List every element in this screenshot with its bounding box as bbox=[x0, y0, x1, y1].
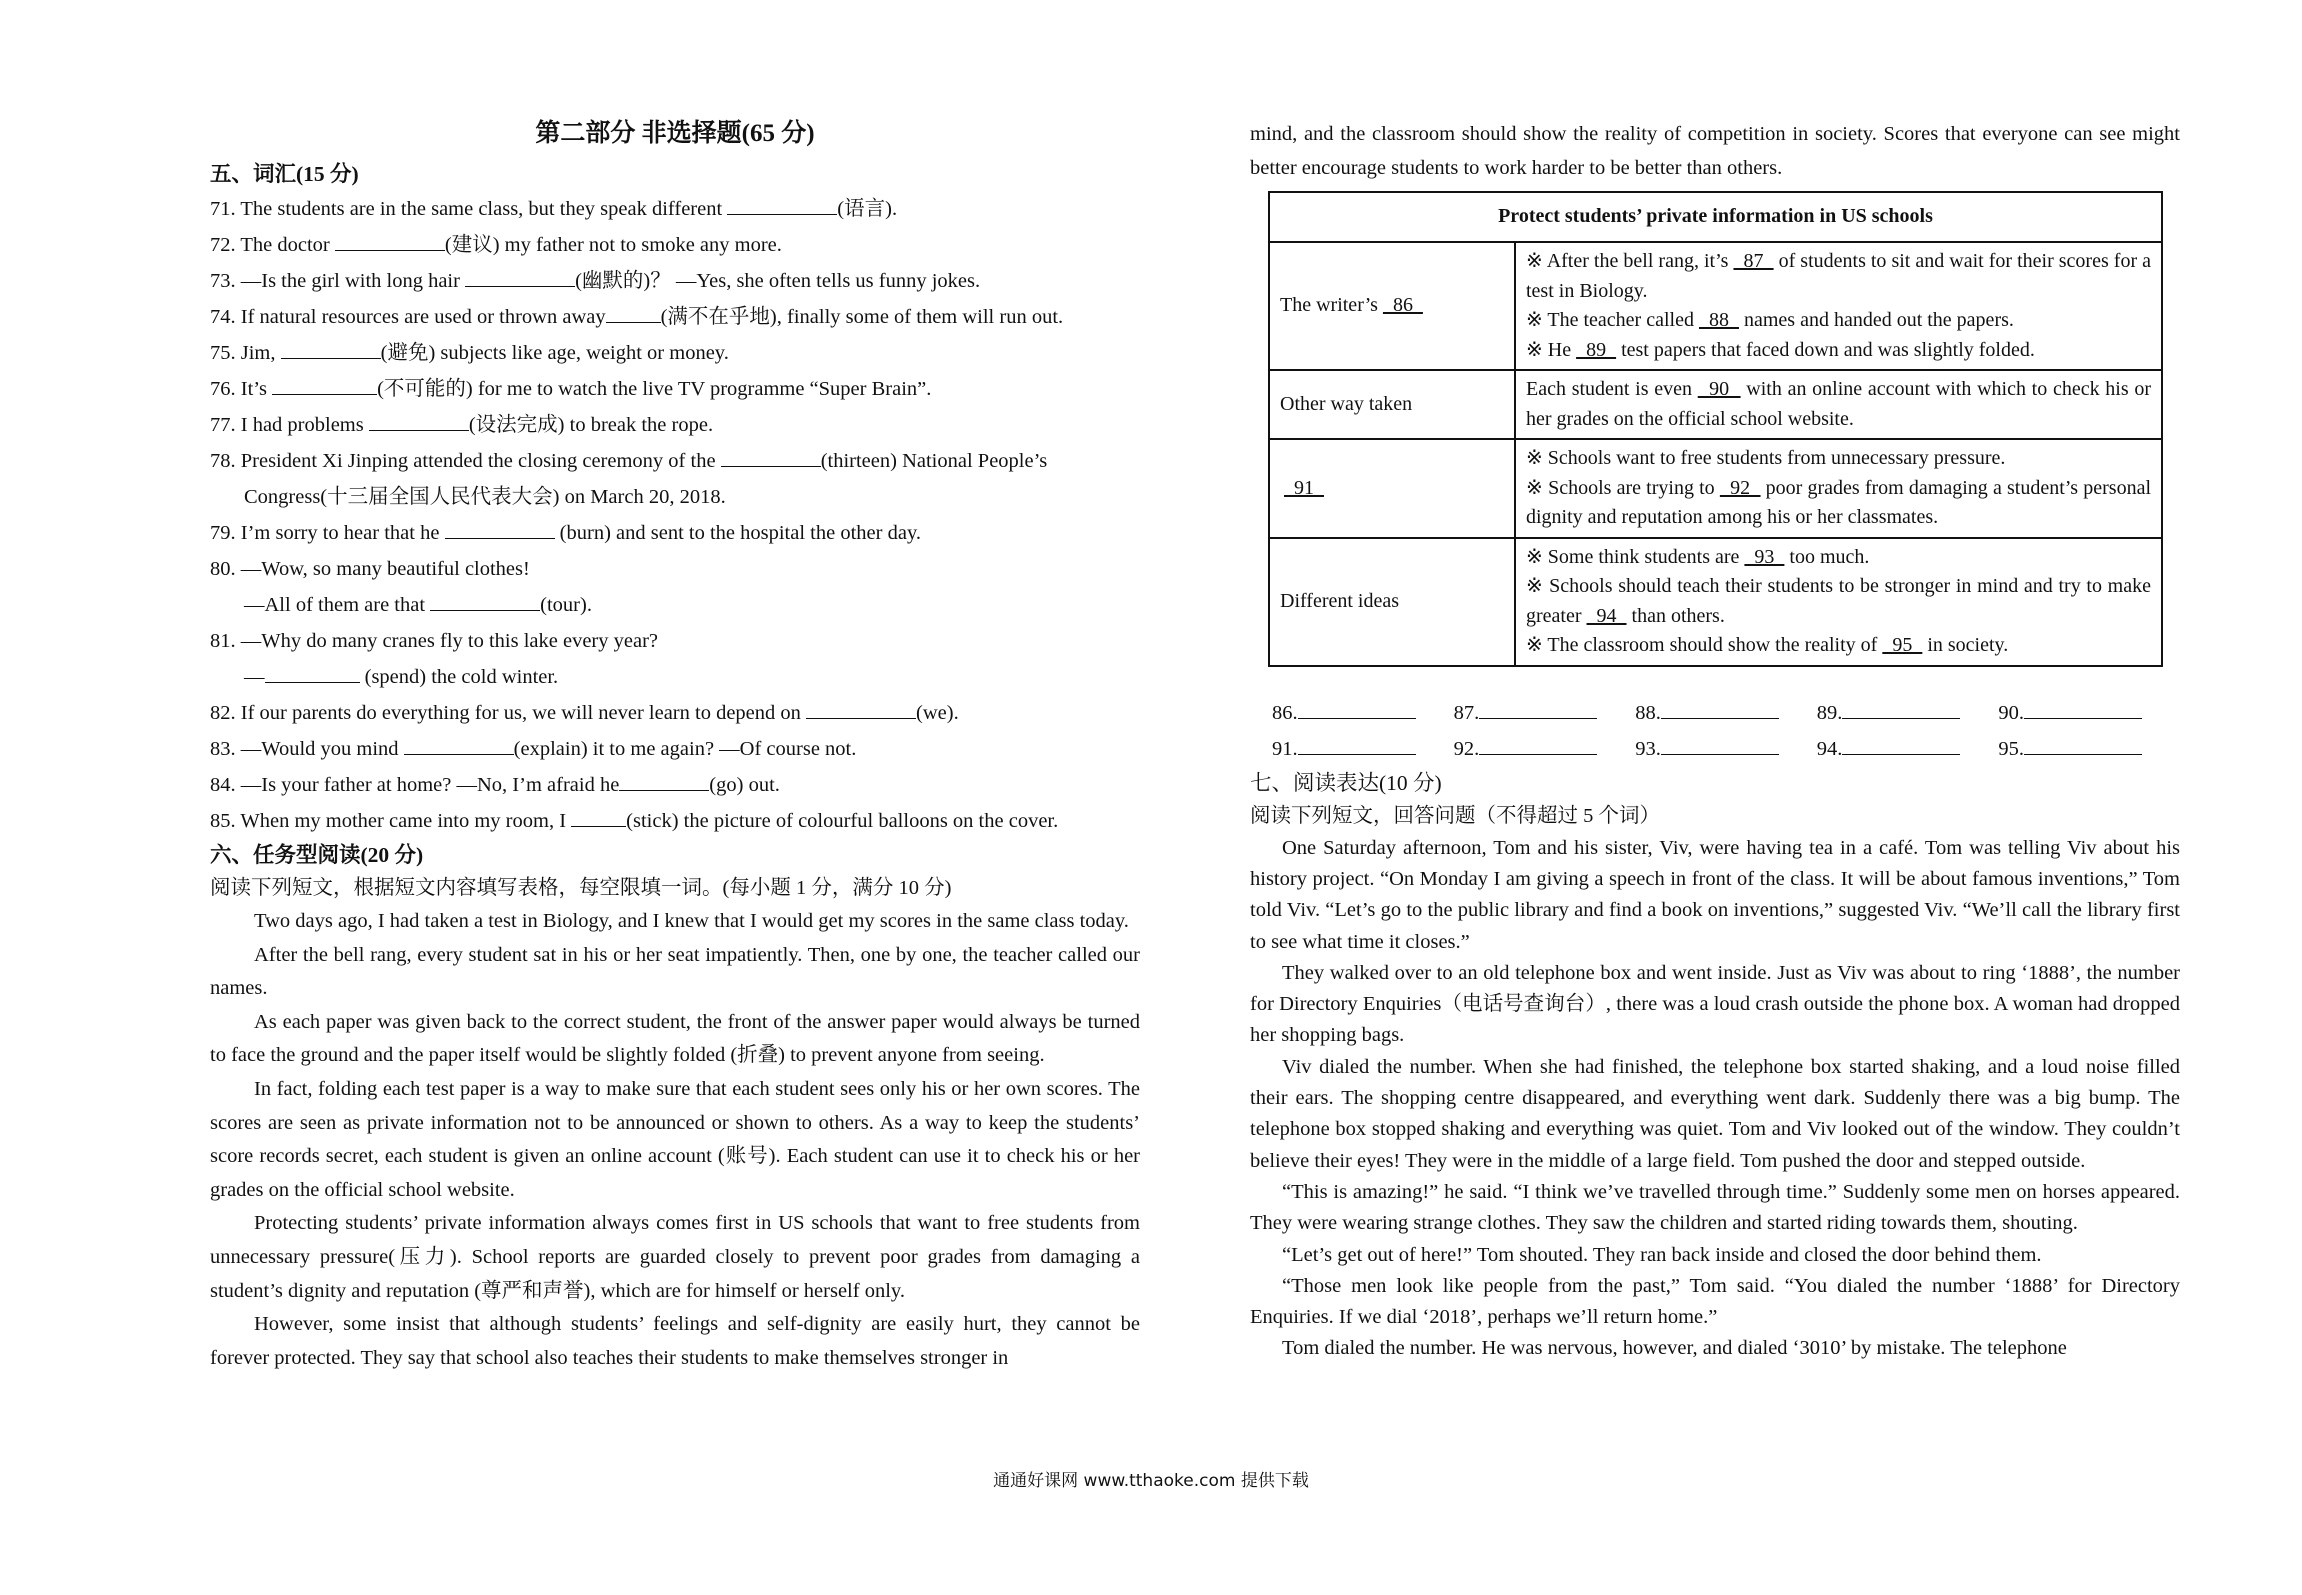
task-table-row bbox=[1269, 242, 2162, 370]
left-column bbox=[210, 118, 1140, 1375]
paragraph: They walked over to an old telephone box and went inside. Just as Viv was about to ring ‘1888’, the number for Directory Enquiries（电话号查询台）, there was a loud crash outside the phone box. A woman had dropped her shopping bags. bbox=[1250, 961, 2180, 1047]
answer-blank[interactable] bbox=[2024, 736, 2142, 755]
row-label: The writer’s 86 bbox=[1269, 242, 1515, 370]
answer-blank[interactable] bbox=[369, 412, 469, 431]
answer-blank[interactable] bbox=[265, 664, 360, 683]
answer-item: 92. bbox=[1454, 731, 1636, 767]
task-reading-heading: 六、任务型阅读(20 分) bbox=[210, 843, 424, 867]
task-table bbox=[1268, 191, 2163, 667]
vocab-item: 73. —Is the girl with long hair (幽默的)？ —Yes, she often tells us funny jokes. bbox=[210, 270, 981, 292]
answer-item: 87. bbox=[1454, 695, 1636, 731]
paragraph: However, some insist that although students’ feelings and self-dignity are easily hurt, they cannot be forever protected. They say that school also teaches their students to make themselves stronger in bbox=[210, 1313, 1140, 1369]
answer-item: 88. bbox=[1635, 695, 1817, 731]
vocab-item: 72. The doctor (建议) my father not to smoke any more. bbox=[210, 234, 782, 256]
answer-item: 95. bbox=[1998, 731, 2180, 767]
task-table-row bbox=[1269, 538, 2162, 666]
answer-blanks bbox=[1272, 695, 2180, 767]
answer-row bbox=[1272, 731, 2180, 767]
paragraph: In fact, folding each test paper is a way to make sure that each student sees only his or her own scores. The scores are seen as private information not to be announced or shown to others. As a way to keep the students’ score records secret, each student is given an online account (账号). Each student can use it to check his or her grades on the official school website. bbox=[210, 1077, 1140, 1201]
task-reading-passage bbox=[210, 905, 1140, 1375]
paragraph: “This is amazing!” he said. “I think we’ve travelled through time.” Suddenly some men on horses appeared. They were wearing strange clothes. They saw the children and started riding towards them, shouting. bbox=[1250, 1180, 2180, 1235]
answer-blank[interactable] bbox=[335, 232, 445, 251]
gap-number: 90 bbox=[1697, 378, 1741, 401]
vocab-item: 76. It’s (不可能的) for me to watch the live TV programme “Super Brain”. bbox=[210, 378, 932, 400]
paragraph: “Those men look like people from the past,” Tom said. “You dialed the number ‘1888’ for Directory Enquiries. If we dial ‘2018’, perhaps we’ll return home.” bbox=[1250, 1274, 2180, 1329]
gap-number: 92 bbox=[1719, 476, 1761, 499]
answer-blank[interactable] bbox=[721, 448, 821, 467]
row-content: ※ Schools want to free students from unnecessary pressure. ※ Schools are trying to 92 poor grades from damaging a student’s personal dignity and reputation among his or her classmates. bbox=[1515, 439, 2162, 538]
gap-number: 93 bbox=[1744, 545, 1785, 568]
answer-blank[interactable] bbox=[727, 196, 837, 215]
row-label: Other way taken bbox=[1269, 370, 1515, 439]
reading-expression-instruction: 阅读下列短文，回答问题（不得超过 5 个词） bbox=[1250, 804, 1660, 827]
answer-item: 93. bbox=[1635, 731, 1817, 767]
row-content: ※ After the bell rang, it’s 87 of students to sit and wait for their scores for a test in Biology. ※ The teacher called 88 names and handed out the papers. ※ He 89 test papers that faced down and was slightly folded. bbox=[1515, 242, 2162, 370]
answer-blank[interactable] bbox=[619, 772, 709, 791]
gap-number: 95 bbox=[1882, 634, 1923, 657]
task-table-row bbox=[1269, 439, 2162, 538]
answer-blank[interactable] bbox=[1298, 700, 1416, 719]
answer-blank[interactable] bbox=[1661, 736, 1779, 755]
vocab-item: 83. —Would you mind (explain) it to me again? —Of course not. bbox=[210, 738, 857, 760]
row-content: Each student is even 90 with an online account with which to check his or her grades on the official school website. bbox=[1515, 370, 2162, 439]
paragraph: After the bell rang, every student sat in his or her seat impatiently. Then, one by one, the teacher called our names. bbox=[210, 943, 1140, 1000]
vocab-item: — (spend) the cold winter. bbox=[244, 666, 559, 688]
gap-number: 89 bbox=[1576, 338, 1617, 361]
right-column bbox=[1250, 118, 2180, 1365]
answer-blank[interactable] bbox=[1298, 736, 1416, 755]
footer: 通通好课网 www.tthaoke.com 提供下载 bbox=[993, 1471, 1309, 1491]
answer-item: 94. bbox=[1817, 731, 1999, 767]
vocab-item: 81. —Why do many cranes fly to this lake every year? bbox=[210, 630, 658, 652]
answer-blank[interactable] bbox=[1842, 736, 1960, 755]
vocab-item: 78. President Xi Jinping attended the closing ceremony of the (thirteen) National People’s bbox=[210, 450, 1048, 472]
task-table-row bbox=[1269, 370, 2162, 439]
answer-blank[interactable] bbox=[404, 736, 514, 755]
answer-item: 89. bbox=[1817, 695, 1999, 731]
gap-number: 91 bbox=[1284, 476, 1324, 499]
vocab-item: —All of them are that (tour). bbox=[244, 594, 592, 616]
paragraph: “Let’s get out of here!” Tom shouted. They ran back inside and closed the door behind them. bbox=[1282, 1243, 2042, 1266]
gap-number: 87 bbox=[1733, 250, 1774, 273]
answer-blank[interactable] bbox=[806, 700, 916, 719]
vocab-item: 75. Jim, (避免) subjects like age, weight or money. bbox=[210, 342, 729, 364]
answer-blank[interactable] bbox=[1479, 736, 1597, 755]
gap-number: 88 bbox=[1698, 309, 1739, 332]
row-label bbox=[1269, 439, 1515, 538]
task-reading-instruction: 阅读下列短文，根据短文内容填写表格，每空限填一词。(每小题 1 分，满分 10 分) bbox=[210, 877, 952, 899]
paragraph: One Saturday afternoon, Tom and his sister, Viv, were having tea in a café. Tom was telling Viv about his history project. “On Monday I am giving a speech in front of the class. It will be about famous inventions,” Tom told Viv. “Let’s go to the public library and find a book on inventions,” suggested Viv. “We’ll call the library first to see what time it closes.” bbox=[1250, 836, 2180, 953]
row-label: Different ideas bbox=[1269, 538, 1515, 666]
answer-blank[interactable] bbox=[430, 592, 540, 611]
answer-blank[interactable] bbox=[1479, 700, 1597, 719]
vocab-item: 79. I’m sorry to hear that he (burn) and sent to the hospital the other day. bbox=[210, 522, 921, 544]
story-passage bbox=[1250, 833, 2180, 1365]
answer-item: 86. bbox=[1272, 695, 1454, 731]
gap-number: 94 bbox=[1586, 604, 1627, 627]
paragraph: As each paper was given back to the correct student, the front of the answer paper would always be turned to face the ground and the paper itself would be slightly folded (折叠) to prevent anyone from seeing. bbox=[210, 1010, 1140, 1067]
reading-expression-heading: 七、阅读表达(10 分) bbox=[1250, 770, 1442, 795]
answer-blank[interactable] bbox=[2024, 700, 2142, 719]
vocab-list bbox=[210, 191, 1140, 839]
vocab-item: 80. —Wow, so many beautiful clothes! bbox=[210, 558, 530, 580]
answer-blank[interactable] bbox=[606, 304, 661, 323]
part-title: 第二部分 非选择题(65 分) bbox=[535, 120, 815, 147]
task-table-title: Protect students’ private information in US schools bbox=[1269, 192, 2162, 242]
vocab-item: 74. If natural resources are used or thrown away (满不在乎地), finally some of them will run out. bbox=[210, 306, 1064, 328]
answer-item: 91. bbox=[1272, 731, 1454, 767]
vocab-item: 82. If our parents do everything for us, we will never learn to depend on (we). bbox=[210, 702, 959, 724]
answer-blank[interactable] bbox=[1661, 700, 1779, 719]
gap-number: 86 bbox=[1382, 294, 1423, 317]
paragraph: Viv dialed the number. When she had finished, the telephone box started shaking, and a loud noise filled their ears. The shopping centre disappeared, and everything went dark. Suddenly there was a big bump. The telephone box stopped shaking and everything was quiet. Tom and Viv looked out of the window. They couldn’t believe their eyes! They were in the middle of a large field. Tom pushed the door and stepped outside. bbox=[1250, 1055, 2180, 1172]
vocab-item: 71. The students are in the same class, but they speak different (语言). bbox=[210, 198, 898, 220]
answer-blank[interactable] bbox=[571, 808, 626, 827]
vocab-item: 77. I had problems (设法完成) to break the rope. bbox=[210, 414, 714, 436]
paragraph: Protecting students’ private information always comes first in US schools that want to free students from unnecessary pressure(压力). School reports are guarded closely to prevent poor grades from damaging a student’s dignity and reputation (尊严和声誉), which are for himself or herself only. bbox=[210, 1212, 1140, 1302]
answer-blank[interactable] bbox=[465, 268, 575, 287]
vocab-item: 85. When my mother came into my room, I (stick) the picture of colourful balloons on the cover. bbox=[210, 810, 1059, 832]
answer-blank[interactable] bbox=[1842, 700, 1960, 719]
vocab-item: 84. —Is your father at home? —No, I’m afraid he (go) out. bbox=[210, 774, 780, 796]
answer-blank[interactable] bbox=[281, 340, 381, 359]
vocab-heading: 五、词汇(15 分) bbox=[210, 162, 359, 186]
paragraph: Tom dialed the number. He was nervous, however, and dialed ‘3010’ by mistake. The telephone bbox=[1282, 1337, 2067, 1360]
passage-continuation: mind, and the classroom should show the reality of competition in society. Scores that everyone can see might better encourage students to work harder to be better than others. bbox=[1250, 123, 2180, 179]
vocab-item: Congress(十三届全国人民代表大会) on March 20, 2018. bbox=[244, 486, 726, 508]
row-content: ※ Some think students are 93 too much. ※ Schools should teach their students to be stronger in mind and try to make greater 94 than others. ※ The classroom should show the reality of 95 in society. bbox=[1515, 538, 2162, 666]
paragraph: Two days ago, I had taken a test in Biology, and I knew that I would get my scores in the same class today. bbox=[254, 910, 1129, 932]
answer-blank[interactable] bbox=[272, 376, 377, 395]
answer-blank[interactable] bbox=[445, 520, 555, 539]
answer-item: 90. bbox=[1998, 695, 2180, 731]
answer-row bbox=[1272, 695, 2180, 731]
